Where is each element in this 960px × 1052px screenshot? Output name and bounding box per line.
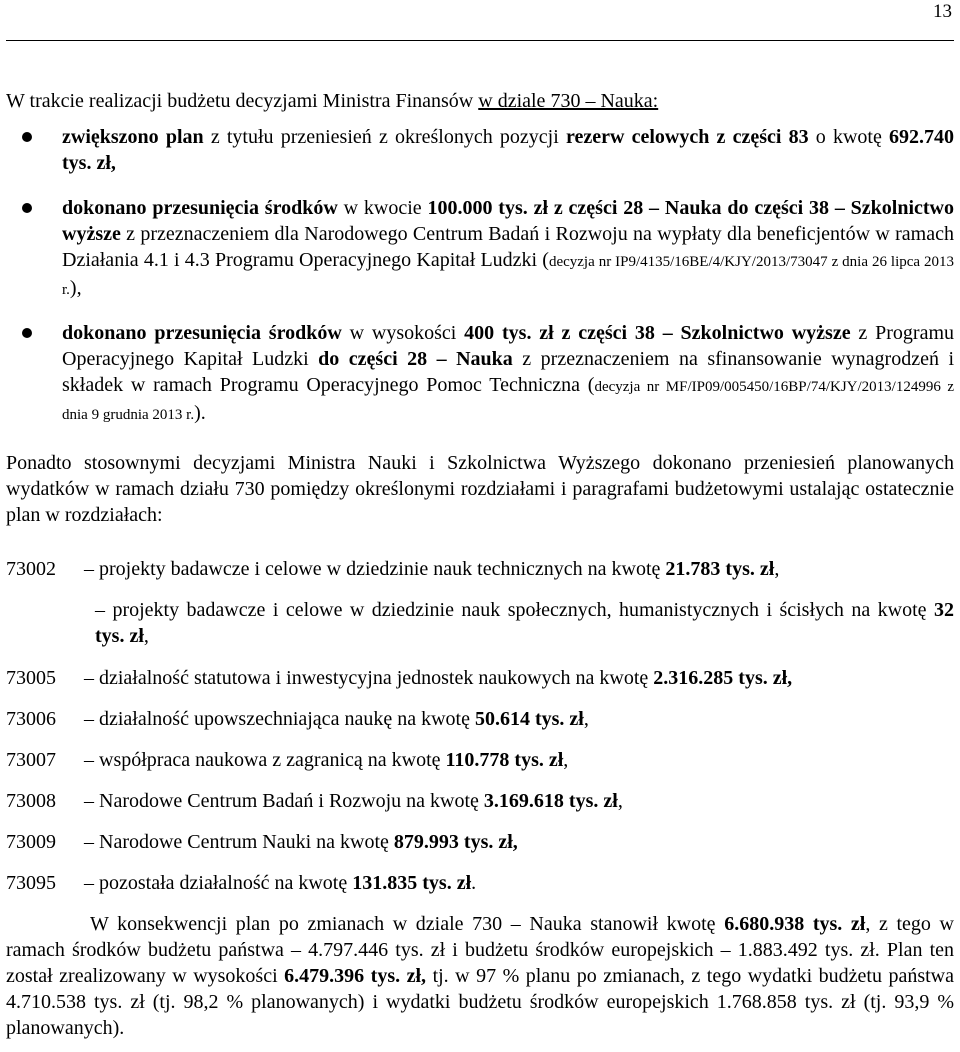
list-item: – projekty badawcze i celowe w dziedzinie nauk społecznych, humanistycznych i ścisłych na kwotę 32 tys. zł, [95,599,954,647]
header-rule [6,40,954,41]
bullet-item-1: zwiększono plan z tytułu przeniesień z określonych pozycji rezerw celowych z części 83 o kwotę 692.740 tys. zł, [62,126,954,174]
list-item: 73009 – Narodowe Centrum Nauki na kwotę 879.993 tys. zł, [6,831,518,853]
list-item: 73005 – działalność statutowa i inwestycyjna jednostek naukowych na kwotę 2.316.285 tys. zł, [6,667,793,689]
bullet-icon [22,132,32,142]
bullet-item-2: dokonano przesunięcia środków w kwocie 100.000 tys. zł z części 28 – Nauka do części 38 – Szkolnictwo wyższe z przeznaczeniem dla Narodowego Centrum Badań i Rozwoju na wypłaty dla beneficjentów w ramach Działania 4.1 i 4.3 Programu Operacyjnego Kapitał Ludzki (decyzja nr IP9/4135/16BE/4/KJY/2013/73047 z dnia 26 lipca 2013 r.), [62,197,955,299]
list-item: 73095 – pozostała działalność na kwotę 131.835 tys. zł. [6,872,477,894]
list-item: 73002 – projekty badawcze i celowe w dziedzinie nauk technicznych na kwotę 21.783 tys. zł, [6,558,780,580]
intro-text: W trakcie realizacji budżetu decyzjami Ministra Finansów [6,90,479,112]
bullet-icon [22,328,32,338]
page-number: 13 [933,1,952,22]
list-item: 73006 – działalność upowszechniająca naukę na kwotę 50.614 tys. zł, [6,708,589,730]
list-item: 73007 – współpraca naukowa z zagranicą na kwotę 110.778 tys. zł, [6,749,569,771]
intro-paragraph [6,88,658,114]
bullet-item-3: dokonano przesunięcia środków w wysokości 400 tys. zł z części 38 – Szkolnictwo wyższe z Programu Operacyjnego Kapitał Ludzki do części 28 – Nauka z przeznaczeniem na sfinansowanie wynagrodzeń i składek w ramach Programu Operacyjnego Pomoc Techniczna (decyzja nr MF/IP09/005450/16BP/74/KJY/2013/124996 z dnia 9 grudnia 2013 r.). [62,322,955,424]
list-item: 73008 – Narodowe Centrum Badań i Rozwoju na kwotę 3.169.618 tys. zł, [6,790,623,812]
final-paragraph: W konsekwencji plan po zmianach w dziale 730 – Nauka stanowił kwotę 6.680.938 tys. zł, z tego w ramach środków budżetu państwa – 4.797.446 tys. zł i budżetu środków europejskich – 1.883.492 tys. zł. Plan ten został zrealizowany w wysokości 6.479.396 tys. zł, tj. w 97 % planu po zmianach, z tego wydatki budżetu państwa 4.710.538 tys. zł (tj. 98,2 % planowanych) i wydatki budżetu środków europejskich 1.768.858 tys. zł (tj. 93,9 % planowanych). [6,913,954,1039]
bullet-icon [22,203,32,213]
intro-underlined: w dziale 730 – Nauka: [478,90,659,112]
paragraph-2: Ponadto stosownymi decyzjami Ministra Nauki i Szkolnictwa Wyższego dokonano przeniesień planowanych wydatków w ramach działu 730 pomiędzy określonymi rozdziałami i paragrafami budżetowymi ustalając ostatecznie plan w rozdziałach: [6,452,954,526]
